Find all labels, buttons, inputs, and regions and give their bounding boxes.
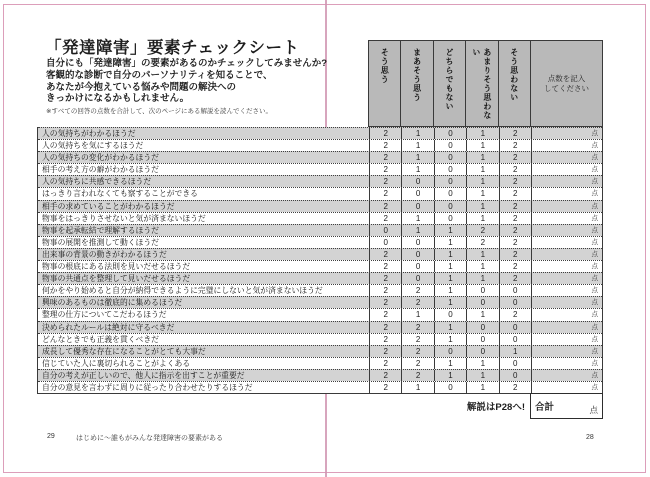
score-value-cell: 2 [401,285,433,296]
score-entry-cell: 点 [531,334,602,345]
score-entry-cell: 点 [531,176,602,187]
score-entry-cell: 点 [531,140,602,151]
score-value-cell: 2 [369,322,401,333]
score-value-cell: 2 [369,358,401,369]
score-value-cell: 1 [434,322,466,333]
score-header-cell [531,41,602,126]
left-page-number: 29 [47,433,55,440]
score-entry-cell: 点 [531,237,602,248]
row-label: 物事の共通点を整理して見いだせるほうだ [42,274,191,284]
table-row [38,139,602,151]
score-value-cell: 0 [401,237,433,248]
score-value-cell: 2 [369,128,401,139]
score-value-cell: 2 [369,346,401,357]
score-entry-cell: 点 [531,225,602,236]
score-value-cell: 0 [499,322,531,333]
score-value-cell: 0 [434,164,466,175]
score-value-cell: 1 [466,213,498,224]
row-label: 何かをやり始めると自分が納得できるように完璧にしないと気が済まないほうだ [42,286,323,296]
score-value-cell: 2 [499,201,531,212]
table-row [38,187,602,199]
score-value-cell: 2 [499,273,531,284]
table-row [38,151,602,163]
table-row [38,321,602,333]
score-value-cell: 2 [369,176,401,187]
score-value-cell: 2 [369,188,401,199]
score-value-cell: 1 [401,128,433,139]
table-row [38,236,602,248]
row-label: 物事をはっきりさせないと気が済まないほうだ [42,213,206,223]
score-entry-cell: 点 [531,188,602,199]
score-value-cell: 1 [401,225,433,236]
answer-header-cell [369,41,401,126]
score-entry-cell: 点 [531,285,602,296]
row-label: 物事の展開を推測して動くほうだ [42,237,159,247]
score-value-cell: 1 [434,237,466,248]
score-value-cell: 2 [369,152,401,163]
score-value-cell: 0 [434,309,466,320]
score-value-cell: 1 [401,152,433,163]
row-label: 決められたルールは絶対に守るべきだ [42,322,175,332]
subtitle-line: あなたが今抱えている悩みや問題の解決への [46,81,237,93]
answer-header-cell [466,41,498,126]
score-value-cell: 2 [499,152,531,163]
score-value-cell: 2 [499,309,531,320]
total-unit: 点 [589,405,598,415]
table-row [38,127,602,139]
intro-subtitle [46,58,327,105]
score-value-cell: 1 [466,140,498,151]
score-value-cell: 2 [369,249,401,260]
table-row [38,308,602,320]
score-value-cell: 0 [466,285,498,296]
score-value-cell: 1 [466,188,498,199]
score-value-cell: 2 [499,188,531,199]
table-row [38,345,602,357]
score-value-cell: 1 [466,273,498,284]
score-value-cell: 2 [369,213,401,224]
score-value-cell: 2 [369,334,401,345]
row-label: 人の気持ちに共感できるほうだ [42,177,152,187]
score-value-cell: 1 [401,164,433,175]
score-value-cell: 0 [434,346,466,357]
table-row [38,212,602,224]
answer-header-label: まあそう思う [412,48,422,102]
score-value-cell: 0 [434,188,466,199]
checklist-table [37,127,603,394]
score-entry-cell: 点 [531,128,602,139]
intro-note: ※すべての回答の点数を合計して、次のページにある解説を読んでください。 [46,108,273,115]
score-value-cell: 1 [434,285,466,296]
score-value-cell: 0 [434,382,466,393]
score-value-cell: 0 [401,261,433,272]
table-row [38,224,602,236]
score-value-cell: 2 [401,297,433,308]
table-row [38,284,602,296]
score-value-cell: 1 [401,382,433,393]
score-header-line: してください [543,83,589,93]
score-value-cell: 1 [401,140,433,151]
score-value-cell: 0 [499,297,531,308]
score-entry-cell: 点 [531,322,602,333]
row-label: 物事の根底にある法則を見いだせるほうだ [42,262,191,272]
answer-header-label: あまりそう思わない [471,48,492,120]
table-row [38,260,602,272]
score-value-cell: 2 [499,225,531,236]
table-row [38,163,602,175]
answer-header-label: そう思わない [509,48,519,102]
score-value-cell: 1 [401,309,433,320]
subtitle-line: 客観的な診断で自分のパーソナリティを知ることで、 [46,69,273,81]
row-label: 人の気持ちを気にするほうだ [42,141,144,151]
row-label: 信じていた人に裏切られることがよくある [42,358,191,368]
score-value-cell: 1 [499,346,531,357]
score-entry-cell: 点 [531,370,602,381]
score-value-cell: 2 [499,128,531,139]
score-value-cell: 2 [369,382,401,393]
score-value-cell: 0 [434,128,466,139]
score-value-cell: 0 [369,237,401,248]
total-box [530,393,603,419]
score-value-cell: 1 [434,370,466,381]
score-value-cell: 0 [499,370,531,381]
score-value-cell: 2 [499,249,531,260]
score-value-cell: 1 [466,358,498,369]
score-value-cell: 0 [369,225,401,236]
score-value-cell: 1 [466,201,498,212]
score-value-cell: 0 [466,334,498,345]
table-row [38,369,602,381]
score-value-cell: 2 [369,261,401,272]
score-value-cell: 1 [434,273,466,284]
score-value-cell: 2 [401,370,433,381]
score-value-cell: 2 [466,237,498,248]
row-label: 出来事の背景の動きがわかるほうだ [42,249,167,259]
score-value-cell: 0 [434,213,466,224]
score-value-cell: 2 [369,309,401,320]
score-value-cell: 1 [466,152,498,163]
score-value-cell: 0 [466,346,498,357]
score-value-cell: 0 [434,201,466,212]
score-value-cell: 0 [401,249,433,260]
score-value-cell: 2 [369,164,401,175]
table-row [38,296,602,308]
table-row [38,357,602,369]
row-label: 相手の考え方の癖がわかるほうだ [42,165,159,175]
score-value-cell: 0 [401,176,433,187]
row-label: 興味のあるものは徹底的に集めるほうだ [42,298,183,308]
answer-header-cell [499,41,531,126]
right-page-number: 28 [586,434,594,441]
total-label: 合計 [535,402,555,413]
score-value-cell: 2 [499,382,531,393]
score-entry-cell: 点 [531,213,602,224]
score-value-cell: 1 [466,261,498,272]
table-row [38,333,602,345]
score-value-cell: 2 [499,237,531,248]
guide-note: 解説はP28へ! [466,402,525,413]
score-header-line: 点数を記入 [547,73,586,83]
score-entry-cell: 点 [531,152,602,163]
table-row [38,175,602,187]
answer-header-row [368,40,603,127]
score-value-cell: 2 [499,176,531,187]
score-value-cell: 1 [434,225,466,236]
answer-header-label: どちらでもない [444,48,454,111]
row-label: 物事を起承転結で理解するほうだ [42,225,159,235]
score-value-cell: 0 [499,285,531,296]
footer-chapter-title: はじめに～誰もがみんな発達障害の要素がある [76,435,223,442]
score-value-cell: 1 [466,164,498,175]
answer-header-cell [434,41,466,126]
score-value-cell: 0 [434,140,466,151]
score-value-cell: 1 [466,382,498,393]
score-value-cell: 2 [499,164,531,175]
score-value-cell: 1 [466,176,498,187]
score-value-cell: 2 [369,297,401,308]
score-value-cell: 1 [466,249,498,260]
score-entry-cell: 点 [531,382,602,393]
subtitle-line: きっかけになるかもしれません。 [46,93,190,105]
score-value-cell: 1 [401,213,433,224]
score-value-cell: 2 [369,273,401,284]
score-entry-cell: 点 [531,249,602,260]
score-value-cell: 2 [466,225,498,236]
page-title: 「発達障害」要素チェックシート [45,39,300,57]
row-label: 人の気持ちがわかるほうだ [42,129,136,138]
score-value-cell: 2 [401,334,433,345]
score-entry-cell: 点 [531,297,602,308]
score-value-cell: 2 [499,213,531,224]
table-row [38,200,602,212]
score-value-cell: 1 [434,297,466,308]
score-value-cell: 0 [401,201,433,212]
score-value-cell: 2 [369,285,401,296]
answer-header-label: そう思う [380,48,390,84]
row-label: 自分の考えが正しいので、他人に指示を出すことが重要だ [42,370,245,380]
score-entry-cell: 点 [531,358,602,369]
score-entry-cell: 点 [531,346,602,357]
score-value-cell: 0 [466,322,498,333]
score-value-cell: 1 [466,370,498,381]
score-value-cell: 2 [499,140,531,151]
score-value-cell: 0 [401,273,433,284]
row-label: はっきり言われなくても察することができる [42,189,198,199]
score-value-cell: 1 [466,128,498,139]
score-value-cell: 0 [499,334,531,345]
score-value-cell: 1 [434,334,466,345]
row-label: どんなときでも正義を貫くべきだ [42,334,159,344]
score-value-cell: 2 [401,358,433,369]
score-value-cell: 0 [499,358,531,369]
row-label: 人の気持ちの変化がわかるほうだ [42,153,159,163]
score-value-cell: 1 [434,358,466,369]
score-value-cell: 0 [434,152,466,163]
score-entry-cell: 点 [531,261,602,272]
row-label: 相手の求めていることがわかるほうだ [42,201,175,211]
score-value-cell: 1 [434,249,466,260]
score-entry-cell: 点 [531,309,602,320]
score-value-cell: 2 [369,201,401,212]
score-value-cell: 2 [499,261,531,272]
table-row [38,272,602,284]
score-value-cell: 1 [466,309,498,320]
table-row [38,381,602,393]
subtitle-line: 自分にも「発達障害」の要素があるのかチェックしてみませんか? [46,58,328,69]
score-value-cell: 0 [466,297,498,308]
score-value-cell: 2 [401,346,433,357]
score-value-cell: 2 [401,322,433,333]
row-label: 成長して優秀な存在になることがとても大事だ [42,346,206,356]
table-row [38,248,602,260]
row-label: 自分の意見を言わずに周りに従ったり合わせたりするほうだ [42,382,253,392]
score-entry-cell: 点 [531,164,602,175]
row-label: 整理の仕方についてこだわるほうだ [42,310,167,320]
answer-header-cell [401,41,433,126]
score-entry-cell: 点 [531,201,602,212]
score-value-cell: 2 [369,140,401,151]
score-value-cell: 0 [401,188,433,199]
score-value-cell: 1 [434,261,466,272]
score-value-cell: 2 [369,370,401,381]
score-entry-cell: 点 [531,273,602,284]
score-value-cell: 0 [434,176,466,187]
